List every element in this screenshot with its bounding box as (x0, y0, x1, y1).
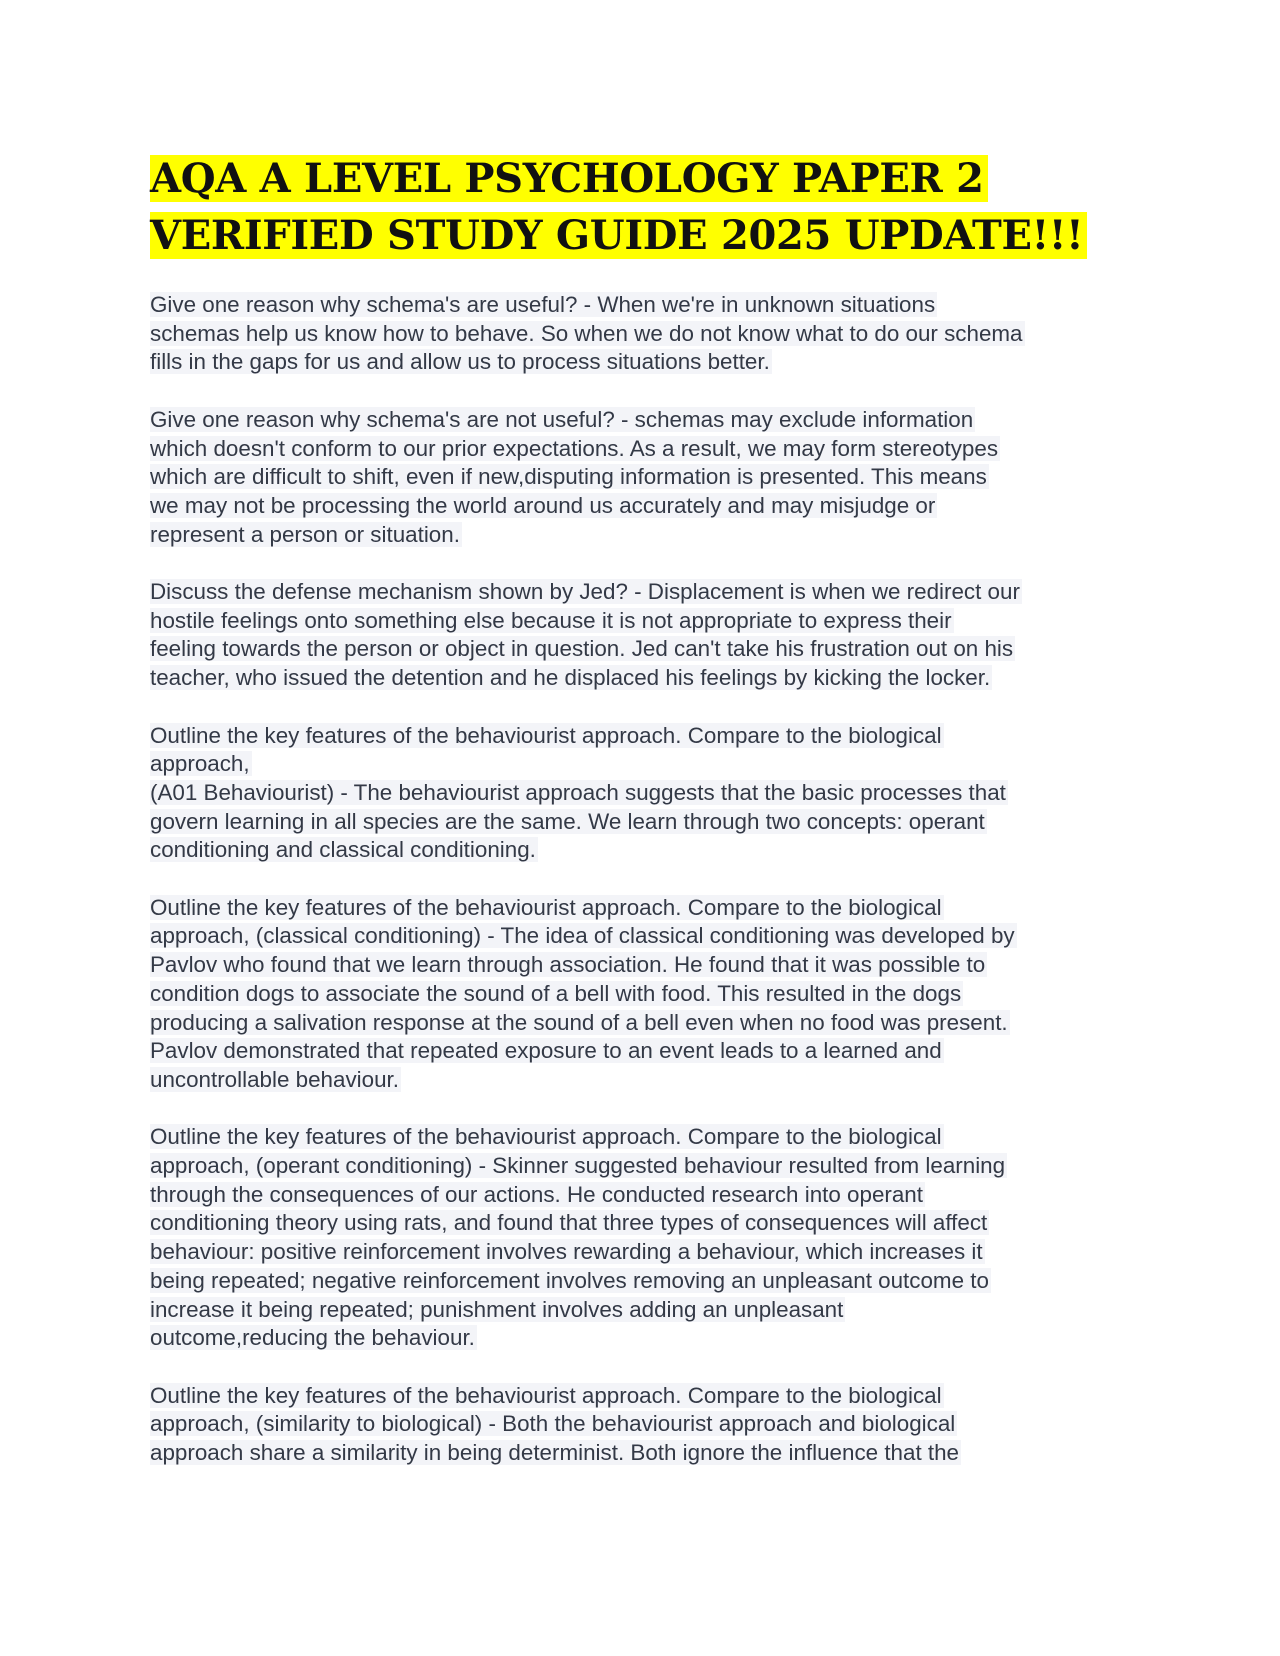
qa-paragraph (150, 1382, 1140, 1468)
qa-line: being repeated; negative reinforcement involves removing an unpleasant outcome to (150, 1267, 989, 1293)
qa-line: approach, (operant conditioning) - Skinner suggested behaviour resulted from learning (150, 1153, 1006, 1179)
qa-line: conditioning theory using rats, and found that three types of consequences will affect (150, 1210, 988, 1236)
qa-line: teacher, who issued the detention and he displaced his feelings by kicking the locker. (150, 665, 991, 691)
qa-list (150, 291, 1140, 1468)
qa-line: Outline the key features of the behaviourist approach. Compare to the biological (150, 1382, 942, 1408)
qa-line: approach share a similarity in being determinist. Both ignore the influence that the (150, 1440, 960, 1466)
qa-paragraph (150, 894, 1140, 1095)
qa-line: we may not be processing the world around us accurately and may misjudge or (150, 492, 936, 518)
qa-line: condition dogs to associate the sound of a bell with food. This resulted in the dogs (150, 980, 962, 1006)
qa-line: which doesn't conform to our prior expectations. As a result, we may form stereotypes (150, 435, 999, 461)
qa-line: schemas help us know how to behave. So when we do not know what to do our schema (150, 320, 1023, 346)
qa-line: fills in the gaps for us and allow us to process situations better. (150, 349, 770, 375)
qa-line: uncontrollable behaviour. (150, 1066, 399, 1092)
document-title (150, 150, 1140, 264)
document-content (150, 150, 1140, 1496)
title-line-1: AQA A LEVEL PSYCHOLOGY PAPER 2 (150, 155, 988, 202)
qa-line: Outline the key features of the behaviourist approach. Compare to the biological (150, 1124, 942, 1150)
qa-paragraph (150, 1123, 1140, 1353)
qa-line: conditioning and classical conditioning. (150, 837, 536, 863)
qa-line: feeling towards the person or object in question. Jed can't take his frustration out on his (150, 636, 1014, 662)
title-line-2: VERIFIED STUDY GUIDE 2025 UPDATE!!! (150, 212, 1087, 259)
qa-line: Give one reason why schema's are not useful? - schemas may exclude information (150, 406, 974, 432)
qa-line: producing a salivation response at the sound of a bell even when no food was present. (150, 1009, 1008, 1035)
qa-line: hostile feelings onto something else because it is not appropriate to express their (150, 607, 952, 633)
qa-paragraph (150, 722, 1140, 866)
qa-line: Outline the key features of the behaviourist approach. Compare to the biological (150, 722, 942, 748)
qa-line: approach, (similarity to biological) - Both the behaviourist approach and biological (150, 1411, 956, 1437)
qa-line: Give one reason why schema's are useful? - When we're in unknown situations (150, 292, 936, 317)
qa-paragraph (150, 578, 1140, 693)
qa-line: Discuss the defense mechanism shown by Jed? - Displacement is when we redirect our (150, 579, 1020, 604)
qa-line: Outline the key features of the behaviourist approach. Compare to the biological (150, 894, 942, 920)
qa-line: approach, (classical conditioning) - The idea of classical conditioning was developed by (150, 923, 1015, 949)
qa-line: outcome,reducing the behaviour. (150, 1325, 475, 1351)
qa-line: Pavlov demonstrated that repeated exposure to an event leads to a learned and (150, 1038, 942, 1064)
qa-line: increase it being repeated; punishment involves adding an unpleasant (150, 1296, 844, 1322)
qa-line: (A01 Behaviourist) - The behaviourist approach suggests that the basic processes that (150, 779, 1006, 805)
qa-line: approach, (150, 751, 250, 777)
qa-line: through the consequences of our actions. He conducted research into operant (150, 1181, 923, 1207)
qa-line: govern learning in all species are the same. We learn through two concepts: operant (150, 808, 985, 834)
qa-line: which are difficult to shift, even if new,disputing information is presented. This means (150, 464, 987, 490)
qa-line: Pavlov who found that we learn through association. He found that it was possible to (150, 952, 986, 978)
qa-paragraph (150, 406, 1140, 550)
qa-line: behaviour: positive reinforcement involves rewarding a behaviour, which increases it (150, 1239, 983, 1265)
qa-line: represent a person or situation. (150, 521, 460, 547)
qa-paragraph (150, 291, 1140, 377)
